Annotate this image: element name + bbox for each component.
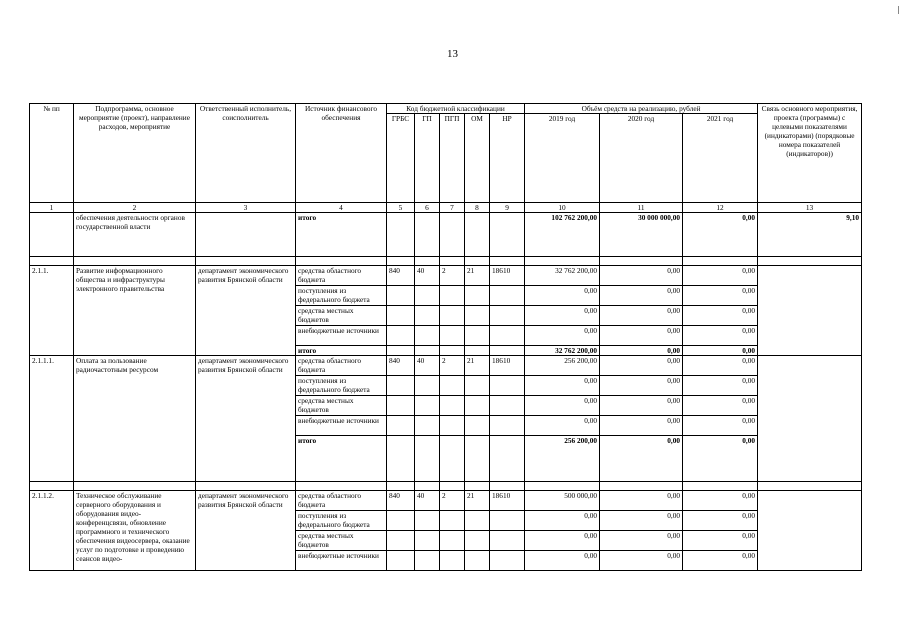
col-number: 8 (465, 203, 490, 213)
page-number: 13 (447, 48, 458, 60)
spacer-row (30, 482, 862, 491)
row-link (758, 356, 862, 482)
code-om: 21 (465, 356, 490, 376)
value-2019: 0,00 (525, 286, 600, 306)
table-row (30, 491, 862, 511)
row-name: Техническое обслуживание серверного оборудования и оборудования видео-конференцсвязи, обновление программного и технического обеспечения видеосервера, оказание услуг по подготовке и проведению сеансов видео- (74, 491, 196, 571)
row-executor: департамент экономического развития Брянской области (196, 491, 296, 571)
col-number: 5 (387, 203, 415, 213)
header-col-link: Связь основного мероприятия, проекта (программы) с целевыми показателями (индикаторами) (порядковые номера показателей (индикаторов)) (758, 104, 862, 203)
col-number: 10 (525, 203, 600, 213)
row-num: 2.1.1. (30, 266, 74, 356)
cont-2019: 102 762 200,00 (525, 213, 600, 257)
value-2021: 0,00 (683, 376, 758, 396)
col-number: 9 (490, 203, 525, 213)
header-col-executor: Ответственный исполнитель, соисполнитель (196, 104, 296, 203)
value-2019: 32 762 200,00 (525, 266, 600, 286)
code-grbs: 840 (387, 266, 415, 286)
header-2020: 2020 год (600, 114, 683, 203)
row-executor: департамент экономического развития Брянской области (196, 266, 296, 356)
value-2020: 0,00 (600, 396, 683, 416)
row-source: средства местных бюджетов (296, 531, 387, 551)
cont-2021: 0,00 (683, 213, 758, 257)
value-2020: 0,00 (600, 356, 683, 376)
row-source: средства местных бюджетов (296, 306, 387, 326)
value-2020: 0,00 (600, 326, 683, 346)
value-2020: 0,00 (600, 286, 683, 306)
code-gp: 40 (415, 491, 440, 511)
value-2021: 0,00 (683, 416, 758, 436)
value-2019: 0,00 (525, 306, 600, 326)
row-source: средства областного бюджета (296, 491, 387, 511)
row-link (758, 266, 862, 356)
code-np: 18610 (490, 266, 525, 286)
value-2020: 0,00 (600, 266, 683, 286)
value-2020: 0,00 (600, 416, 683, 436)
header-col-num: № пп (30, 104, 74, 203)
header-2019: 2019 год (525, 114, 600, 203)
budget-table (29, 103, 862, 571)
row-name: Развитие информационного общества и инфраструктуры электронного правительства (74, 266, 196, 356)
value-2020: 0,00 (600, 346, 683, 356)
value-2019: 0,00 (525, 396, 600, 416)
col-number: 2 (74, 203, 196, 213)
header-pgp: ПГП (440, 114, 465, 203)
cont-2020: 30 000 000,00 (600, 213, 683, 257)
row-source: итого (296, 346, 387, 356)
value-2020: 0,00 (600, 306, 683, 326)
code-gp: 40 (415, 356, 440, 376)
value-2019: 0,00 (525, 551, 600, 571)
col-number: 6 (415, 203, 440, 213)
header-om: ОМ (465, 114, 490, 203)
cont-name: обеспечения деятельности органов государственной власти (74, 213, 196, 257)
value-2020: 0,00 (600, 551, 683, 571)
value-2021: 0,00 (683, 266, 758, 286)
row-source: внебюджетные источники (296, 326, 387, 346)
code-np: 18610 (490, 356, 525, 376)
value-2019: 0,00 (525, 511, 600, 531)
value-2021: 0,00 (683, 326, 758, 346)
header-col-budget-code: Код бюджетной классификации (387, 104, 525, 114)
value-2021: 0,00 (683, 286, 758, 306)
value-2019: 256 200,00 (525, 356, 600, 376)
value-2021: 0,00 (683, 396, 758, 416)
code-gp: 40 (415, 266, 440, 286)
table-row (30, 266, 862, 286)
code-om: 21 (465, 491, 490, 511)
code-pgp: 2 (440, 266, 465, 286)
value-2020: 0,00 (600, 531, 683, 551)
col-number: 4 (296, 203, 387, 213)
header-col-source: Источник финансового обеспечения (296, 104, 387, 203)
code-om: 21 (465, 266, 490, 286)
col-number: 3 (196, 203, 296, 213)
row-source: поступления из федерального бюджета (296, 511, 387, 531)
value-2021: 0,00 (683, 491, 758, 511)
row-num: 2.1.1.2. (30, 491, 74, 571)
col-number: 11 (600, 203, 683, 213)
row-num: 2.1.1.1. (30, 356, 74, 482)
row-source: итого (296, 436, 387, 482)
value-2019: 32 762 200,00 (525, 346, 600, 356)
code-grbs: 840 (387, 491, 415, 511)
value-2021: 0,00 (683, 511, 758, 531)
value-2021: 0,00 (683, 531, 758, 551)
header-row (30, 104, 862, 114)
row-source: средства областного бюджета (296, 356, 387, 376)
row-source: внебюджетные источники (296, 416, 387, 436)
row-name: Оплата за пользование радиочастотным ресурсом (74, 356, 196, 482)
value-2021: 0,00 (683, 306, 758, 326)
edge-mark (898, 6, 899, 14)
code-pgp: 2 (440, 356, 465, 376)
row-source: средства местных бюджетов (296, 396, 387, 416)
row-source: поступления из федерального бюджета (296, 286, 387, 306)
value-2021: 0,00 (683, 346, 758, 356)
header-gp: ГП (415, 114, 440, 203)
column-number-row (30, 203, 862, 213)
row-source: средства областного бюджета (296, 266, 387, 286)
value-2019: 256 200,00 (525, 436, 600, 482)
cont-source: итого (296, 213, 387, 257)
spacer-row (30, 257, 862, 266)
value-2021: 0,00 (683, 436, 758, 482)
header-col-program: Подпрограмма, основное мероприятие (проект), направление расходов, мероприятие (74, 104, 196, 203)
row-executor: департамент экономического развития Брянской области (196, 356, 296, 482)
code-grbs: 840 (387, 356, 415, 376)
code-pgp: 2 (440, 491, 465, 511)
col-number: 1 (30, 203, 74, 213)
value-2020: 0,00 (600, 511, 683, 531)
col-number: 7 (440, 203, 465, 213)
value-2019: 0,00 (525, 416, 600, 436)
code-np: 18610 (490, 491, 525, 511)
value-2019: 0,00 (525, 326, 600, 346)
table-row (30, 356, 862, 376)
value-2019: 500 000,00 (525, 491, 600, 511)
value-2021: 0,00 (683, 356, 758, 376)
header-2021: 2021 год (683, 114, 758, 203)
row-source: поступления из федерального бюджета (296, 376, 387, 396)
value-2020: 0,00 (600, 376, 683, 396)
col-number: 13 (758, 203, 862, 213)
value-2021: 0,00 (683, 551, 758, 571)
col-number: 12 (683, 203, 758, 213)
row-link (758, 491, 862, 571)
header-col-volume: Объём средств на реализацию, рублей (525, 104, 758, 114)
cont-link: 9,10 (758, 213, 862, 257)
value-2020: 0,00 (600, 436, 683, 482)
header-np: НР (490, 114, 525, 203)
continuation-row (30, 213, 862, 257)
value-2020: 0,00 (600, 491, 683, 511)
value-2019: 0,00 (525, 531, 600, 551)
header-grbs: ГРБС (387, 114, 415, 203)
value-2019: 0,00 (525, 376, 600, 396)
row-source: внебюджетные источники (296, 551, 387, 571)
